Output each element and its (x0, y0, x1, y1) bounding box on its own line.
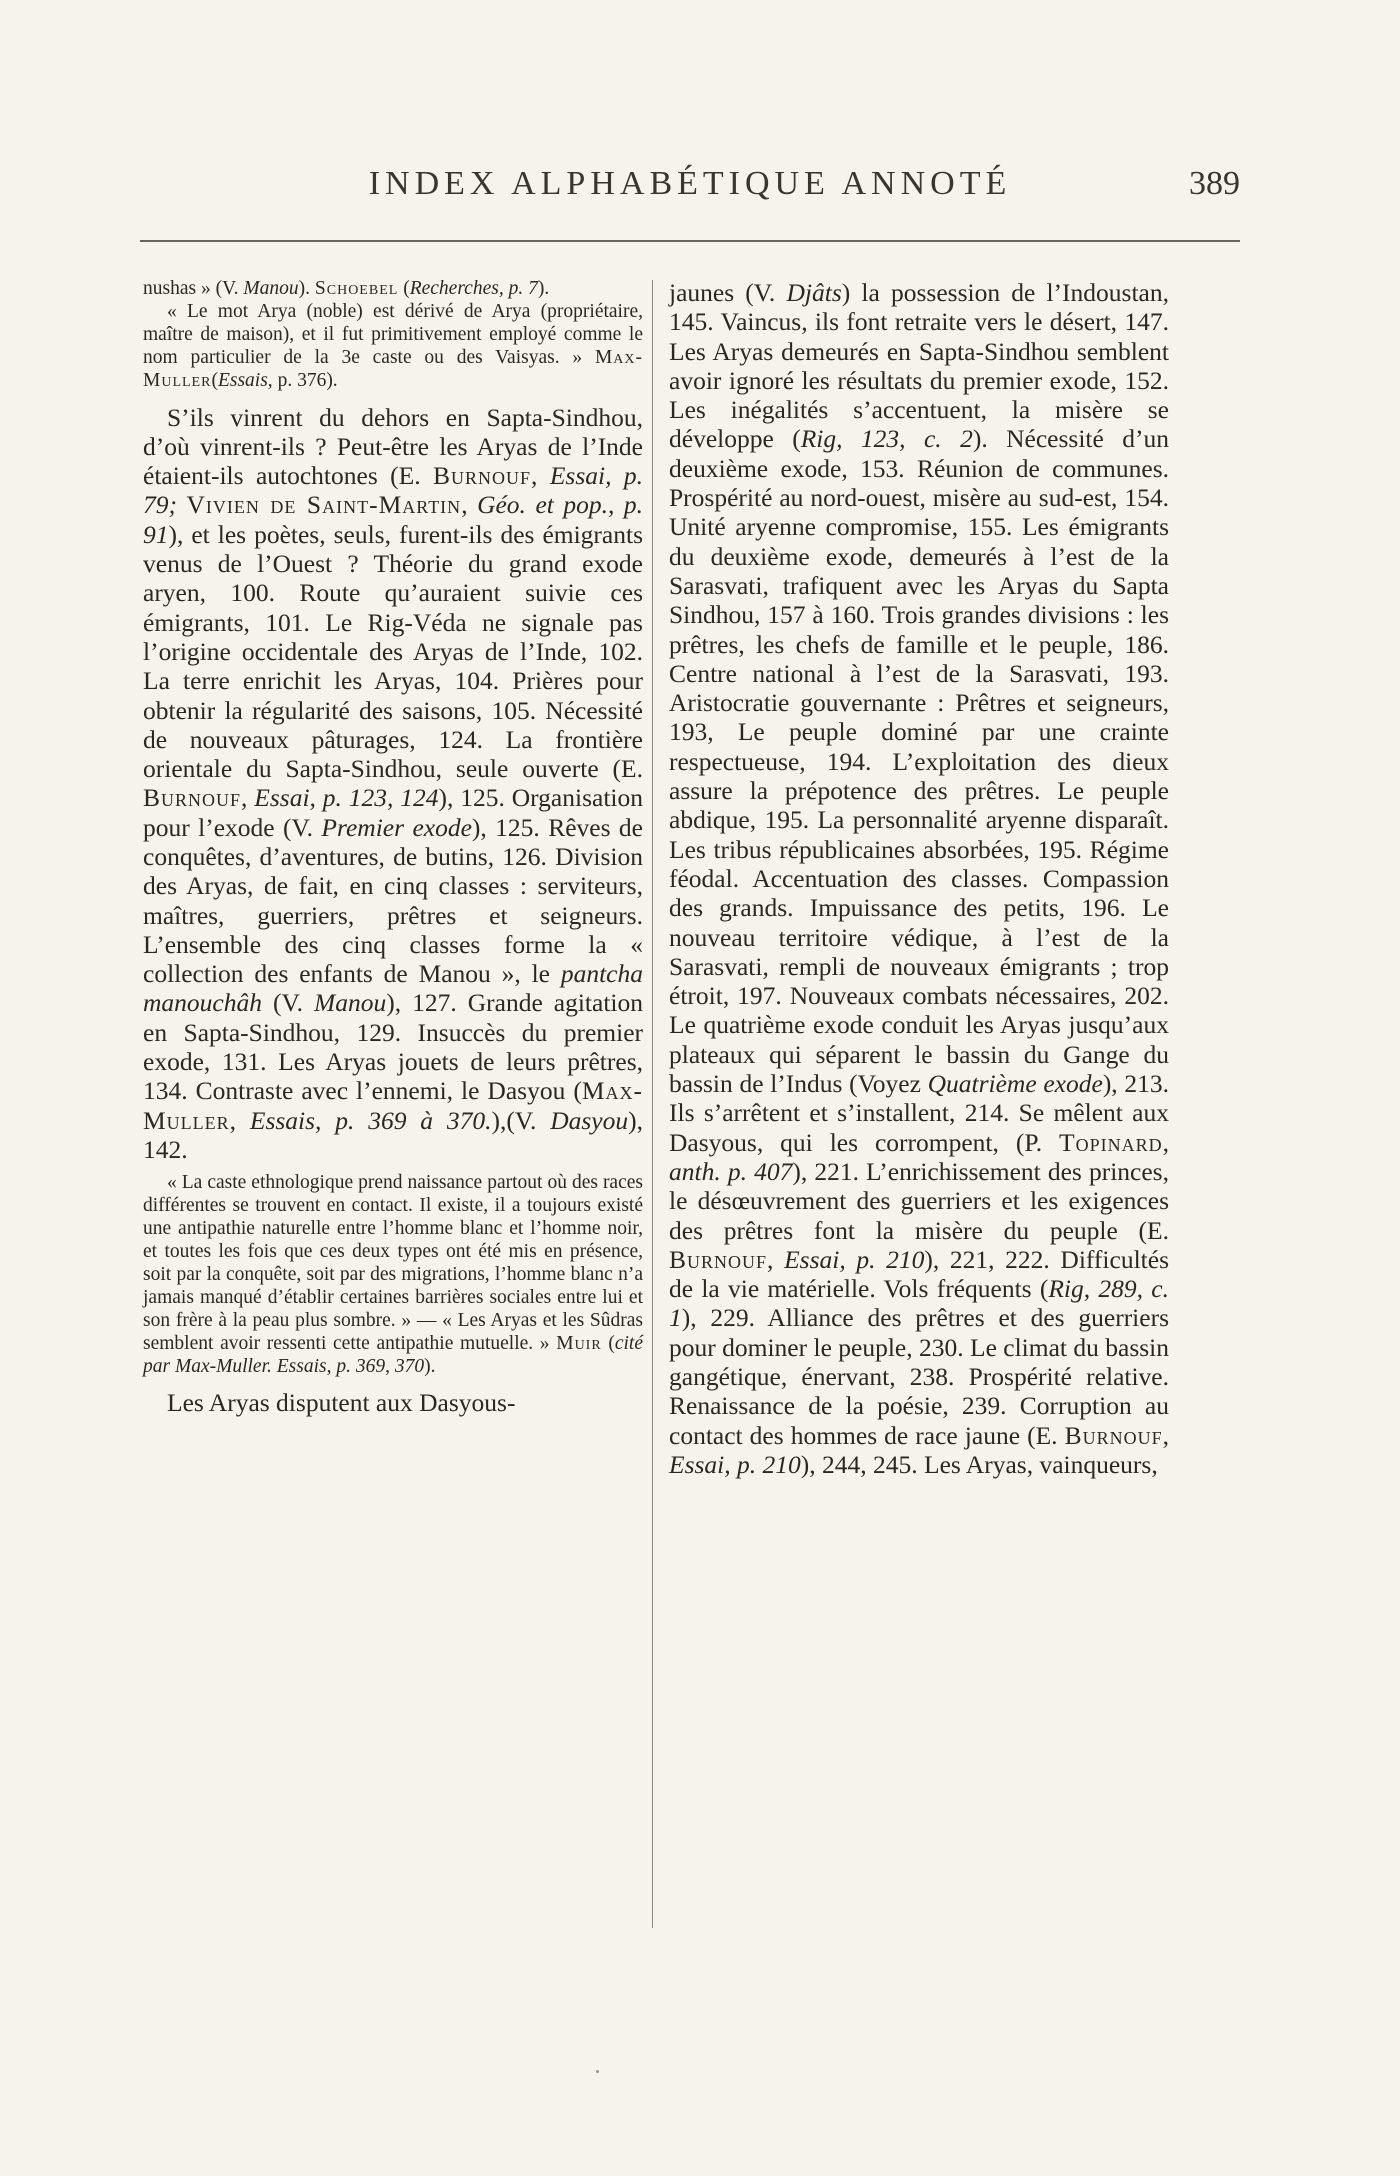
body-paragraph-1 (143, 403, 643, 1165)
quote-text: nushas » (V. (143, 278, 244, 299)
ref-manou: Manou (313, 988, 387, 1018)
quote-text: ). (298, 278, 315, 299)
page-speck (596, 2070, 599, 2073)
body-text: , (1162, 1127, 1169, 1157)
author-burnouf: Burnouf (433, 461, 532, 491)
author-schoebel: Schoebel (314, 278, 399, 299)
body-text (177, 490, 187, 519)
ref-quatrieme-exode: Quatrième exode (927, 1069, 1103, 1099)
body-text: ), 244, 245. Les Aryas, vainqueurs, (800, 1449, 1158, 1479)
body-text: ), 221, 222. Difficultés de la vie matérielle. Vols fréquents ( (669, 1244, 1169, 1304)
body-text: , (767, 1244, 785, 1274)
right-column (669, 278, 1169, 1479)
ref-rig: Rig, 123, c. 2 (800, 424, 973, 454)
quote-text: ). (537, 278, 550, 299)
ref-djats: Djâts (786, 278, 842, 307)
ref-essai: Essai, p. 210 (784, 1244, 925, 1274)
ref-rig: Rig, 289, c. 1 (669, 1274, 1170, 1333)
ref-anth: anth. p. 407 (669, 1156, 793, 1186)
body-text: ), 125. Organisation pour l’exode (V. (143, 783, 643, 842)
author-max-muller: Max-Muller (143, 346, 643, 391)
quote-text: ( (601, 1332, 615, 1354)
ref-dasyou: Dasyou (550, 1105, 629, 1135)
page-header (140, 165, 1240, 215)
term-pantcha: pantcha manouchâh (143, 959, 643, 1018)
author-vivien: Vivien de Saint-Martin (186, 490, 462, 520)
ref-premier-exode: Premier exode (321, 812, 472, 842)
left-column (143, 278, 643, 1418)
body-text: ), 125. Rêves de conquêtes, d’aventures, de butins, 126. Division des Aryas, de fait, en cinq classes : serviteurs, maîtres, guerriers, prêtres et seigneurs. L’ensemble des cinq classes forme la « collection des enfants de Manou », le (143, 812, 643, 989)
body-text: ), 229. Alliance des prêtres et des guerriers pour dominer le peuple, 230. Le climat du bassin gangétique, énervant, 238. Prospérité relative. Renaissance de la poésie, 239. Corruption au contact des hommes de race jaune (E. (669, 1303, 1169, 1450)
author-muir: Muir (556, 1332, 602, 1354)
column-divider (652, 280, 653, 1928)
body-text: ) la possession de l’Indoustan, 145. Vaincus, ils font retraite vers le désert, 147. Les Aryas demeurés en Sapta-Sindhou semblent avoir ignoré les résultats du premier exode, 152. Les inégalités s’accentuent, la misère se développe ( (669, 278, 1169, 454)
body-text: S’ils vinrent du dehors en Sapta-Sindhou, d’où vinrent-ils ? Peut-être les Aryas de l’Inde étaient-ils autochtones (E. (143, 402, 643, 491)
ref-essai: Essai, p. 79; (143, 461, 643, 520)
author-max-muller: Max-Muller (143, 1076, 643, 1135)
body-paragraph-2: Les Aryas disputent aux Dasyous- (167, 1388, 516, 1418)
ref-essai: Essai, p. 210 (669, 1449, 801, 1479)
body-text: jaunes (V. (669, 278, 787, 307)
author-burnouf: Burnouf (143, 783, 242, 813)
body-text: ), 127. Grande agitation en Sapta-Sindhou, 129. Insuccès du premier exode, 131. Les Aryas jouets de leurs prêtres, 134. Contraste avec l’ennemi, le Dasyou ( (143, 988, 643, 1106)
ref-cite: cité par Max-Muller. Essais, p. 369, 370 (143, 1332, 644, 1377)
body-text: , (1162, 1420, 1169, 1450)
body-text: , (531, 461, 550, 491)
footnote-quote-2 (143, 1172, 643, 1378)
quote-text: p. 376). (272, 369, 338, 391)
body-text: ), 213. Ils s’arrêtent et s’installent, 214. Se mêlent aux Dasyous, qui les corrompent, (P. (669, 1069, 1169, 1157)
author-burnouf: Burnouf (1064, 1420, 1163, 1450)
body-text: , (241, 783, 255, 813)
ref-essai: Essai, p. 123, 124 (254, 783, 439, 813)
running-title: INDEX ALPHABÉTIQUE ANNOTÉ (368, 165, 1012, 202)
body-text: , (229, 1105, 250, 1135)
page-number: 389 (1189, 165, 1240, 202)
body-paragraph-3 (669, 278, 1169, 1479)
ref-recherches: Recherches, p. 7 (409, 278, 538, 299)
body-text: ),(V. (491, 1105, 551, 1135)
quote-text: ( (211, 369, 218, 391)
author-burnouf: Burnouf (669, 1244, 768, 1274)
ref-geo: Géo. et pop., p. 91 (143, 490, 644, 549)
body-text: ). Nécessité d’un deuxième exode, 153. Réunion de communes. Prospérité au nord-ouest, misère au sud-est, 154. Unité aryenne compromise, 155. Les émigrants du deuxième exode, demeurés à l’est de la Sarasvati, trafiquent avec les Aryas du Sapta Sindhou, 157 à 160. Trois grandes divisions : les prêtres, les chefs de famille et le peuple, 186. Centre national à l’est de la Sarasvati, 193. Aristocratie gouvernante : Prêtres et seigneurs, 193, Le peuple dominé par une crainte respectueuse, 194. L’exploitation des dieux assure la prépotence des prêtres. Le peuple abdique, 195. La personnalité aryenne disparaît. Les tribus républicaines absorbées, 195. Régime féodal. Accentuation des classes. Compassion des grands. Impuissance des petits, 196. Le nouveau territoire védique, à l’est de la Sarasvati, rempli de nouveaux émigrants ; trop étroit, 197. Nouveaux combats nécessaires, 202. Le quatrième exode conduit les Aryas jusqu’aux plateaux qui séparent le bassin du Gange du bassin de l’Indus (Voyez (669, 424, 1169, 1099)
ref-manou: Manou (243, 278, 299, 299)
ref-essais: Essais, p. 369 à 370. (249, 1105, 492, 1135)
body-text: ), 142. (143, 1105, 643, 1164)
ref-essais: Essais, (217, 369, 273, 391)
body-text: ), et les poètes, seuls, furent-ils des émigrants venus de l’Ouest ? Théorie du grand exode aryen, 100. Route qu’auraient suivie ces émigrants, 101. Le Rig-Véda ne signale pas l’origine occidentale des Aryas de l’Inde, 102. La terre enrichit les Aryas, 104. Prières pour obtenir la régularité des saisons, 105. Nécessité de nouveaux pâturages, 124. La frontière orientale du Sapta-Sindhou, seule ouverte (E. (143, 519, 643, 784)
author-topinard: Topinard (1059, 1127, 1163, 1157)
body-text: (V. (261, 988, 314, 1018)
quote-text: ). (424, 1355, 436, 1377)
quote-text: « La caste ethnologique prend naissance partout où des races différentes se trouvent en contact. Il existe, il a toujours existé une antipathie naturelle entre l’homme blanc et l’homme noir, et toutes les fois que ces deux types ont été mis en présence, soit par la conquête, soit par des migrations, l’homme blanc n’a jamais manqué d’établir certaines barrières sociales entre lui et son frère à la peau plus sombre. » — « Les Aryas et les Sûdras semblent avoir ressenti cette antipathie mutuelle. » (143, 1172, 643, 1354)
footnote-quote-1 (143, 278, 643, 393)
quote-text: « Le mot Arya (noble) est dérivé de Arya (propriétaire, maître de maison), et il fut primitivement employé comme le nom particulier de la 3e caste ou des Vaisyas. » (143, 300, 643, 368)
body-text: ), 221. L’enrichissement des princes, le désœuvrement des guerriers et les exigences des prêtres font la misère du peuple (E. (669, 1156, 1169, 1245)
body-text: , (461, 490, 478, 520)
quote-text: ( (398, 278, 410, 299)
header-rule (140, 240, 1240, 242)
